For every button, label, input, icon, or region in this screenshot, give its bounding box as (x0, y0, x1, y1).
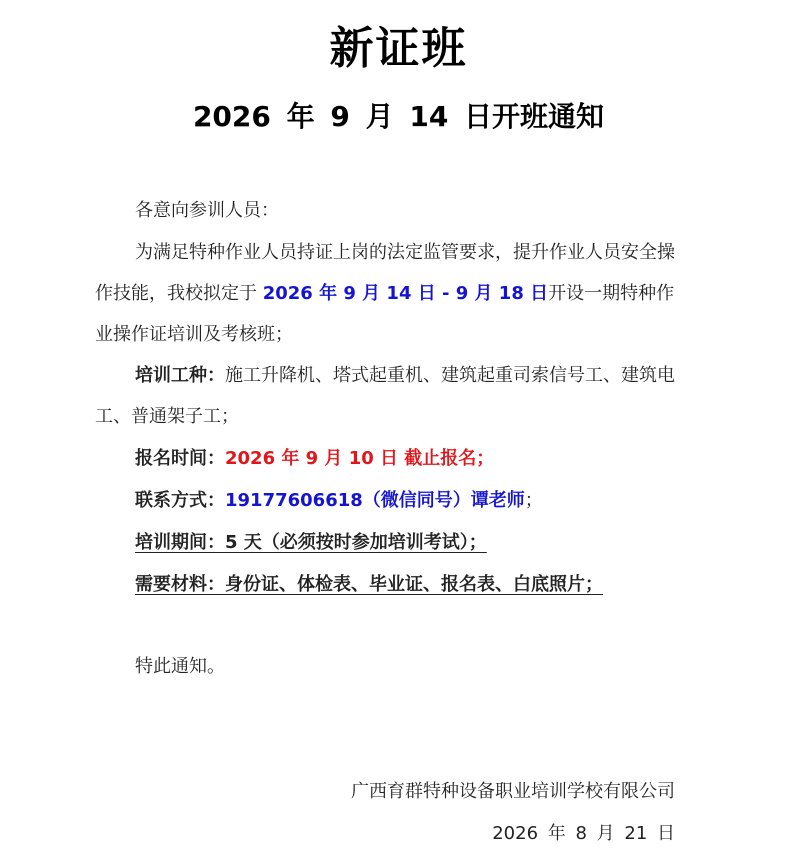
contact-line (135, 480, 543, 521)
document-subtitle: 2026 年 9 月 14 日开班通知 (192, 100, 605, 133)
required-materials: 需要材料：身份证、体检表、毕业证、报名表、白底照片； (135, 574, 603, 595)
intro-paragraph (95, 232, 680, 355)
issue-date: 2026 年 8 月 21 日 (492, 823, 675, 844)
greeting: 各意向参训人员： (135, 200, 279, 221)
intro-text-end: 开设一期特种作业操作证培训及考核班； (95, 283, 675, 345)
contact-suffix: ； (524, 490, 543, 511)
school-name: 广西育群特种设备职业培训学校有限公司 (351, 781, 675, 802)
document-title: 新证班 (329, 23, 468, 74)
training-types-paragraph (95, 355, 680, 437)
intro-text-start: 为满足特种作业人员持证上岗的法定监管要求，提升作业人员安全操作技能，我校拟定于 (95, 242, 675, 304)
registration-deadline: 2026 年 9 月 10 日 截止报名； (225, 448, 495, 469)
contact-phone: 19177606618（微信同号）谭老师 (225, 490, 525, 511)
training-dates: 2026 年 9 月 14 日 - 9 月 18 日 (262, 283, 549, 304)
training-types-label: 培训工种： (135, 365, 225, 386)
contact-label: 联系方式： (135, 490, 225, 511)
training-types-value: 施工升降机、塔式起重机、建筑起重司索信号工、建筑电工、普通架子工； (95, 365, 675, 427)
closing-text: 特此通知。 (135, 656, 225, 677)
training-period: 培训期间：5 天（必须按时参加培训考试）； (135, 532, 487, 553)
registration-line (135, 438, 494, 479)
registration-label: 报名时间： (135, 448, 225, 469)
